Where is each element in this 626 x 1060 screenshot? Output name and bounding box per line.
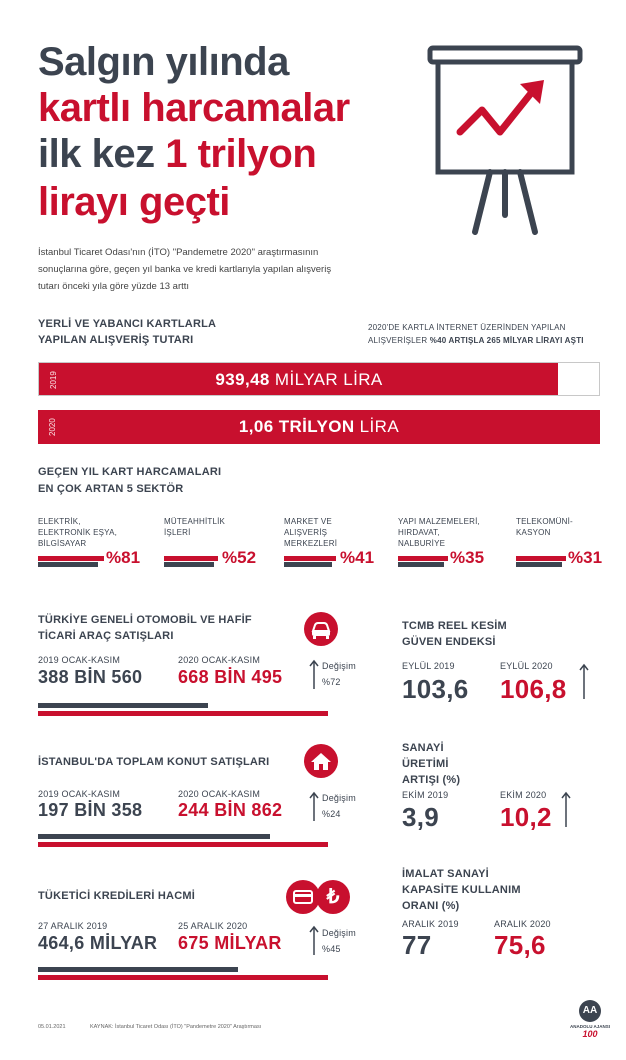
housing-value-2019: 197 BİN 358 xyxy=(38,800,143,820)
sector-2-pct: %52 xyxy=(222,548,257,567)
credit-bar-2020 xyxy=(38,975,328,980)
credit-card-icon xyxy=(286,880,320,914)
title-line-3-prefix: ilk kez xyxy=(38,132,166,176)
sector-3-label-3: MERKEZLERİ xyxy=(284,539,338,548)
confidence-label-2020: EYLÜL 2020 xyxy=(500,661,553,671)
capacity-label-2020: ARALIK 2020 xyxy=(494,919,551,929)
industry-label-2019: EKİM 2019 xyxy=(402,790,449,800)
sector-5-bar-gray xyxy=(516,562,562,567)
auto-label-2019: 2019 OCAK-KASIM xyxy=(38,655,121,665)
sector-5-pct: %31 xyxy=(568,548,603,567)
sector-3-label-2: ALIŞVERİŞ xyxy=(284,528,328,537)
title-line-4: lirayı geçti xyxy=(38,180,230,224)
intro-line-2: sonuçlarına göre, geçen yıl banka ve kredi kartlarıyla yapılan alışveriş xyxy=(38,264,332,275)
sector-item-2 xyxy=(164,516,264,538)
capacity-value-2020: 75,6 xyxy=(494,930,546,960)
sectors-heading-1: GEÇEN YIL KART HARCAMALARI xyxy=(38,466,222,478)
capacity-label-2019: ARALIK 2019 xyxy=(402,919,459,929)
auto-label-2020: 2020 OCAK-KASIM xyxy=(178,655,261,665)
housing-bar-2019 xyxy=(38,834,270,839)
credit-value-2019: 464,6 MİLYAR xyxy=(38,933,158,953)
sector-2-bar-gray xyxy=(164,562,214,567)
shopping-bar-2019-year: 2019 xyxy=(49,371,58,389)
title-line-3 xyxy=(38,132,316,176)
arrow-up-icon xyxy=(308,924,320,956)
sector-4-bar-gray xyxy=(398,562,444,567)
capacity-heading-3: ORANI (%) xyxy=(402,900,460,912)
credit-heading: TÜKETİCİ KREDİLERİ HACMİ xyxy=(38,890,195,902)
capacity-value-2019: 77 xyxy=(402,930,432,960)
auto-heading-1: TÜRKİYE GENELİ OTOMOBİL VE HAFİF xyxy=(38,614,252,626)
sector-4-bar-red xyxy=(398,556,448,561)
logo-mark: AA xyxy=(579,1000,601,1022)
housing-change-value: %24 xyxy=(322,809,341,819)
credit-bar-2019 xyxy=(38,967,238,972)
shopping-bar-2020-value xyxy=(38,417,600,437)
online-note-line-2 xyxy=(368,335,584,346)
online-note-line-1: 2020'DE KARTLA İNTERNET ÜZERİNDEN YAPILAN xyxy=(368,323,566,332)
footer-date: 05.01.2021 xyxy=(38,1024,66,1030)
sector-1-label-3: BİLGİSAYAR xyxy=(38,539,87,548)
sector-item-5 xyxy=(516,516,606,538)
sector-2-label-1: MÜTEAHHİTLİK xyxy=(164,517,226,526)
industry-value-2020: 10,2 xyxy=(500,802,552,832)
housing-heading: İSTANBUL'DA TOPLAM KONUT SATIŞLARI xyxy=(38,756,270,768)
online-note-highlight: %40 ARTIŞLA 265 MİLYAR LİRAYI AŞTI xyxy=(429,336,584,345)
arrow-up-icon xyxy=(578,662,590,700)
auto-change-value: %72 xyxy=(322,677,341,687)
sector-5-label-1: TELEKOMÜNİ- xyxy=(516,517,573,526)
intro-line-3: tutarı önceki yıla göre yüzde 13 arttı xyxy=(38,281,190,292)
sector-1-label-2: ELEKTRONİK EŞYA, xyxy=(38,528,118,537)
shopping-bar-2020-track xyxy=(38,410,600,444)
industry-heading-1: SANAYİ xyxy=(402,742,444,754)
sector-3-label-1: MARKET VE xyxy=(284,517,332,526)
sector-4-label-2: HIRDAVAT, xyxy=(398,528,440,537)
industry-value-2019: 3,9 xyxy=(402,802,440,832)
auto-change-label: Değişim xyxy=(322,661,356,671)
sector-item-4 xyxy=(398,516,508,549)
title-line-2: kartlı harcamalar xyxy=(38,86,350,130)
lira-icon: ₺ xyxy=(316,880,350,914)
sector-5-bar-red xyxy=(516,556,566,561)
sector-1-bar-red xyxy=(38,556,104,561)
confidence-label-2019: EYLÜL 2019 xyxy=(402,661,455,671)
shopping-bar-2019-value xyxy=(39,370,559,390)
housing-label-2019: 2019 OCAK-KASIM xyxy=(38,789,121,799)
shopping-heading-2: YAPILAN ALIŞVERİŞ TUTARI xyxy=(38,334,194,346)
housing-change-label: Değişim xyxy=(322,793,356,803)
industry-heading-2: ÜRETİMİ xyxy=(402,758,449,770)
sector-item-1 xyxy=(38,516,138,549)
auto-value-2019: 388 BİN 560 xyxy=(38,667,143,687)
sector-1-label-1: ELEKTRİK, xyxy=(38,517,81,526)
capacity-heading-1: İMALAT SANAYİ xyxy=(402,868,489,880)
auto-bar-2019 xyxy=(38,703,208,708)
house-icon xyxy=(304,744,338,778)
shopping-bar-2020-value-bold: 1,06 TRİLYON xyxy=(238,417,355,436)
arrow-up-icon xyxy=(560,790,572,828)
shopping-bar-2020-year: 2020 xyxy=(48,418,57,436)
sector-1-bar-gray xyxy=(38,562,98,567)
anadolu-logo xyxy=(566,1000,614,1039)
arrow-up-icon xyxy=(308,790,320,822)
footer-source: KAYNAK: İstanbul Ticaret Odası (İTO) "Pandemetre 2020" Araştırması xyxy=(90,1024,262,1030)
sectors-heading-2: EN ÇOK ARTAN 5 SEKTÖR xyxy=(38,483,184,495)
credit-value-2020: 675 MİLYAR xyxy=(178,933,282,953)
shopping-bar-2019-value-bold: 939,48 xyxy=(215,370,270,389)
sector-4-label-3: NALBURİYE xyxy=(398,539,446,548)
chart-board-icon xyxy=(420,40,590,240)
confidence-value-2019: 103,6 xyxy=(402,674,469,704)
title-line-3-highlight: 1 trilyon xyxy=(165,132,317,176)
sector-4-pct: %35 xyxy=(450,548,485,567)
capacity-heading-2: KAPASİTE KULLANIM xyxy=(402,884,521,896)
sector-5-label-2: KASYON xyxy=(516,528,551,537)
housing-value-2020: 244 BİN 862 xyxy=(178,800,283,820)
shopping-heading-1: YERLİ VE YABANCI KARTLARLA xyxy=(38,318,217,330)
sector-2-bar-red xyxy=(164,556,218,561)
sector-item-3 xyxy=(284,516,384,549)
sector-2-label-2: İŞLERİ xyxy=(164,528,191,537)
credit-change-value: %45 xyxy=(322,944,341,954)
shopping-bar-2019-value-unit: MİLYAR LİRA xyxy=(269,370,383,389)
auto-value-2020: 668 BİN 495 xyxy=(178,667,283,687)
sector-4-label-1: YAPI MALZEMELERİ, xyxy=(398,517,480,526)
confidence-heading-1: TCMB REEL KESİM xyxy=(402,620,507,632)
housing-bar-2020 xyxy=(38,842,328,847)
industry-label-2020: EKİM 2020 xyxy=(500,790,547,800)
credit-label-2020: 25 ARALIK 2020 xyxy=(178,921,248,931)
arrow-up-icon xyxy=(308,658,320,690)
sector-3-bar-gray xyxy=(284,562,332,567)
shopping-bar-2019-track xyxy=(38,362,600,396)
online-note-prefix: ALIŞVERİŞLER xyxy=(368,336,430,345)
logo-years: 100 xyxy=(582,1029,598,1039)
title-line-1: Salgın yılında xyxy=(38,40,289,84)
credit-change-label: Değişim xyxy=(322,928,356,938)
logo-text: ANADOLU AJANSI xyxy=(569,1024,611,1029)
sector-1-pct: %81 xyxy=(106,548,141,567)
confidence-value-2020: 106,8 xyxy=(500,674,567,704)
credit-label-2019: 27 ARALIK 2019 xyxy=(38,921,108,931)
car-icon xyxy=(304,612,338,646)
sector-3-pct: %41 xyxy=(340,548,375,567)
confidence-heading-2: GÜVEN ENDEKSİ xyxy=(402,636,496,648)
shopping-bar-2020-value-unit: LİRA xyxy=(354,417,400,436)
industry-heading-3: ARTIŞI (%) xyxy=(402,774,461,786)
housing-label-2020: 2020 OCAK-KASIM xyxy=(178,789,261,799)
auto-bar-2020 xyxy=(38,711,328,716)
auto-heading-2: TİCARİ ARAÇ SATIŞLARI xyxy=(38,630,174,642)
intro-line-1: İstanbul Ticaret Odası'nın (İTO) "Pandemetre 2020" araştırmasının xyxy=(38,247,319,258)
sector-3-bar-red xyxy=(284,556,336,561)
